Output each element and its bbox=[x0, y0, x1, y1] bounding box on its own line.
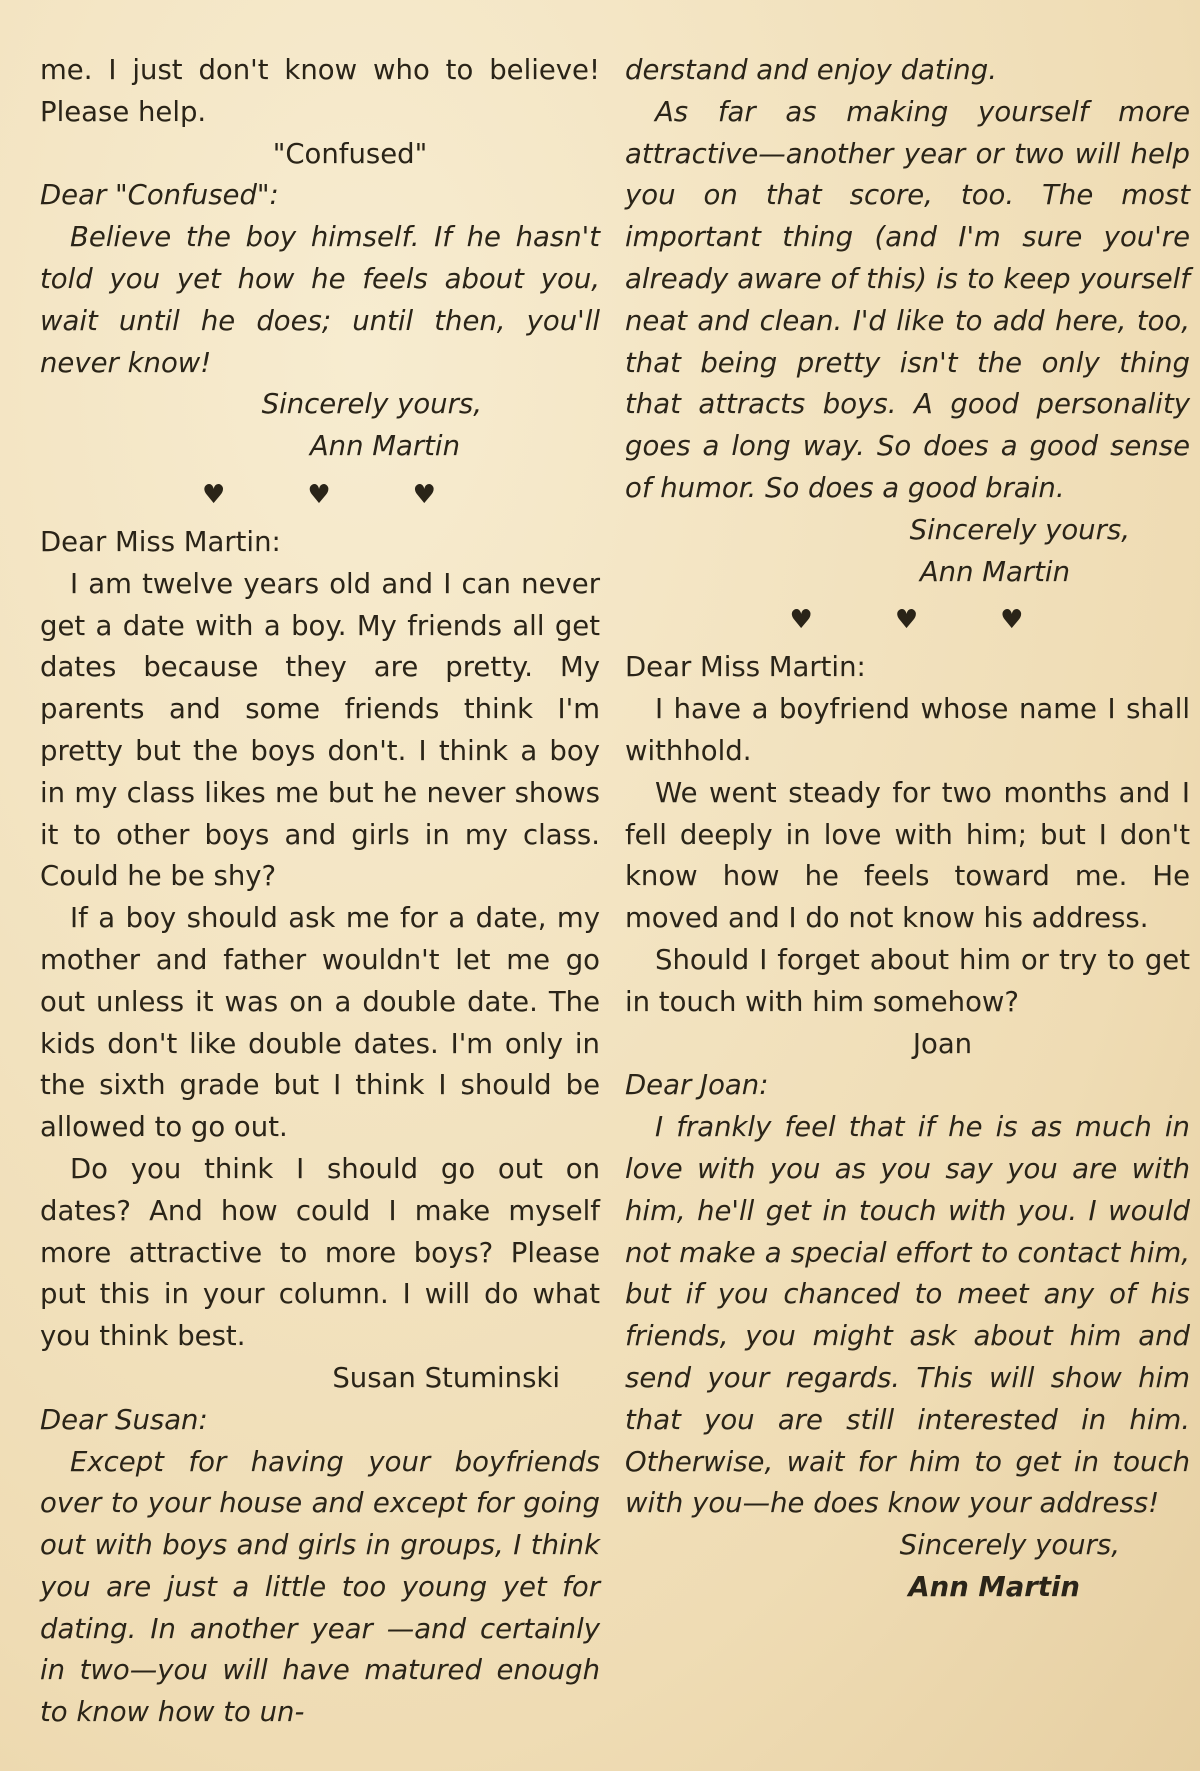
reply-confused-closing: Sincerely yours, bbox=[261, 388, 482, 421]
right-column bbox=[625, 50, 1190, 1609]
hearts-divider: ♥♥♥ bbox=[202, 479, 518, 510]
reply-susan-name: Ann Martin bbox=[919, 555, 1070, 588]
reply-susan-salutation: Dear Susan: bbox=[40, 1403, 208, 1436]
letter-confused-ending: me. I just don't know who to believe! Please help. bbox=[40, 54, 600, 128]
letter-joan-signature: Joan bbox=[912, 1027, 973, 1060]
reply-joan-body: I frankly feel that if he is as much in love with you as you say you are with him, he'll get in touch with you. I would not make a special effort to contact him, but if you chanced to meet any of his friends, you might ask about him and send your regards. This will show him that you are still interested in him. Otherwise, wait for him to get in touch with you—he does know your address! bbox=[625, 1111, 1190, 1520]
letter-joan-paragraph-1: I have a boyfriend whose name I shall withhold. bbox=[625, 693, 1190, 767]
reply-susan-paragraph-1: Except for having your boyfriends over to your house and except for going out with boys and girls in groups, I think you are just a little too young yet for dating. In another year —and certainly in two—you will have matured enough to know how to un- bbox=[40, 1445, 600, 1729]
reply-confused-body: Believe the boy himself. If he hasn't told you yet how he feels about you, wait until he does; until then, you'll never know! bbox=[40, 221, 600, 379]
letter-confused-signature: "Confused" bbox=[272, 137, 428, 170]
letter-joan-paragraph-3: Should I forget about him or try to get in touch with him somehow? bbox=[625, 943, 1190, 1018]
left-column bbox=[40, 50, 600, 1734]
reply-susan-paragraph-2: As far as making yourself more attractive—another year or two will help you on that score, too. The most important thing (and I'm sure you're already aware of this) is to keep yourself neat and clean. I'd like to add here, too, that being pretty isn't the only thing that attracts boys. A good personality goes a long way. So does a good sense of humor. So does a good brain. bbox=[625, 95, 1190, 504]
letter-susan-salutation: Dear Miss Martin: bbox=[40, 525, 281, 558]
reply-susan-closing: Sincerely yours, bbox=[909, 513, 1130, 546]
reply-joan-salutation: Dear Joan: bbox=[625, 1069, 769, 1102]
reply-confused-salutation: Dear "Confused": bbox=[40, 179, 279, 212]
hearts-divider: ♥♥♥ bbox=[789, 605, 1106, 636]
letter-susan-signature: Susan Stuminski bbox=[332, 1361, 560, 1394]
letter-joan-salutation: Dear Miss Martin: bbox=[625, 651, 866, 684]
letter-susan-paragraph-2: If a boy should ask me for a date, my mother and father wouldn't let me go out unless it was on a double date. The kids don't like double dates. I'm only in the sixth grade but I think I should be allowed to go out. bbox=[40, 902, 600, 1144]
reply-susan-paragraph-1-continued: derstand and enjoy dating. bbox=[625, 54, 997, 86]
letter-susan-paragraph-3: Do you think I should go out on dates? And how could I make myself more attractive to more boys? Please put this in your column. I will do what you think best. bbox=[40, 1152, 600, 1353]
letter-susan-paragraph-1: I am twelve years old and I can never get a date with a boy. My friends all get dates because they are pretty. My parents and some friends think I'm pretty but the boys don't. I think a boy in my class likes me but he never shows it to other boys and girls in my class. Could he be shy? bbox=[40, 567, 600, 893]
reply-joan-closing: Sincerely yours, bbox=[899, 1529, 1120, 1562]
reply-joan-name: Ann Martin bbox=[908, 1570, 1080, 1603]
reply-confused-name: Ann Martin bbox=[309, 430, 460, 463]
letter-joan-paragraph-2: We went steady for two months and I fell deeply in love with him; but I don't know how he feels toward me. He moved and I do not know his address. bbox=[625, 776, 1190, 935]
